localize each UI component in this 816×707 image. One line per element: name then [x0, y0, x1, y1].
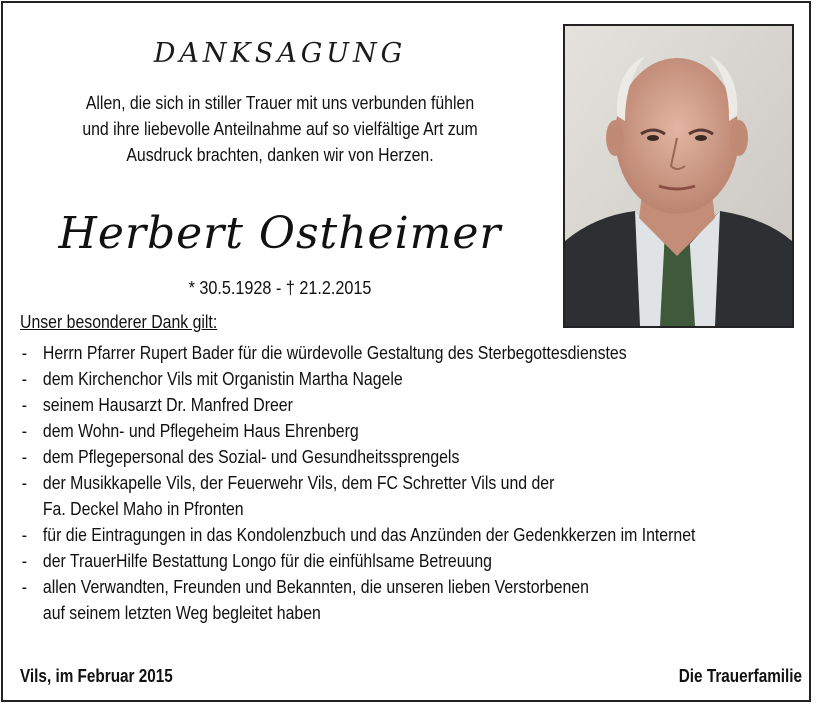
list-item: - dem Wohn- und Pflegeheim Haus Ehrenberg [21, 421, 359, 441]
family-signature: Die Trauerfamilie [678, 666, 802, 686]
list-item: - dem Kirchenchor Vils mit Organistin Martha Nagele [21, 369, 403, 389]
list-item: - der Musikkapelle Vils, der Feuerwehr Vils, dem FC Schretter Vils und der Fa. Deckel Maho in Pfronten [21, 473, 555, 519]
list-item: - Herrn Pfarrer Rupert Bader für die würdevolle Gestaltung des Sterbegottesdienstes [21, 343, 627, 363]
list-item: - der TrauerHilfe Bestattung Longo für die einfühlsame Betreuung [21, 551, 492, 571]
place-date: Vils, im Februar 2015 [20, 666, 173, 686]
thanks-list [20, 340, 768, 626]
notice-heading: DANKSAGUNG [153, 38, 407, 69]
intro-line: Allen, die sich in stiller Trauer mit uns verbunden fühlen [85, 93, 475, 113]
list-item: - seinem Hausarzt Dr. Manfred Dreer [21, 395, 293, 415]
portrait-photo-icon [565, 26, 792, 326]
list-item: - allen Verwandten, Freunden und Bekannten, die unseren lieben Verstorbenen auf seinem letzten Weg begleitet haben [21, 577, 589, 623]
intro-text [51, 90, 509, 168]
list-item: - für die Eintragungen in das Kondolenzbuch und das Anzünden der Gedenkkerzen im Internet [21, 525, 696, 545]
portrait-photo [563, 24, 794, 328]
intro-line: Ausdruck brachten, danken wir von Herzen. [126, 145, 434, 165]
intro-line: und ihre liebevolle Anteilnahme auf so vielfältige Art zum [82, 119, 478, 139]
list-item: - dem Pflegepersonal des Sozial- und Gesundheitssprengels [21, 447, 460, 467]
life-dates: * 30.5.1928 - † 21.2.2015 [188, 278, 372, 298]
deceased-name: Herbert Ostheimer [58, 208, 502, 259]
thanks-heading: Unser besonderer Dank gilt: [20, 312, 218, 332]
